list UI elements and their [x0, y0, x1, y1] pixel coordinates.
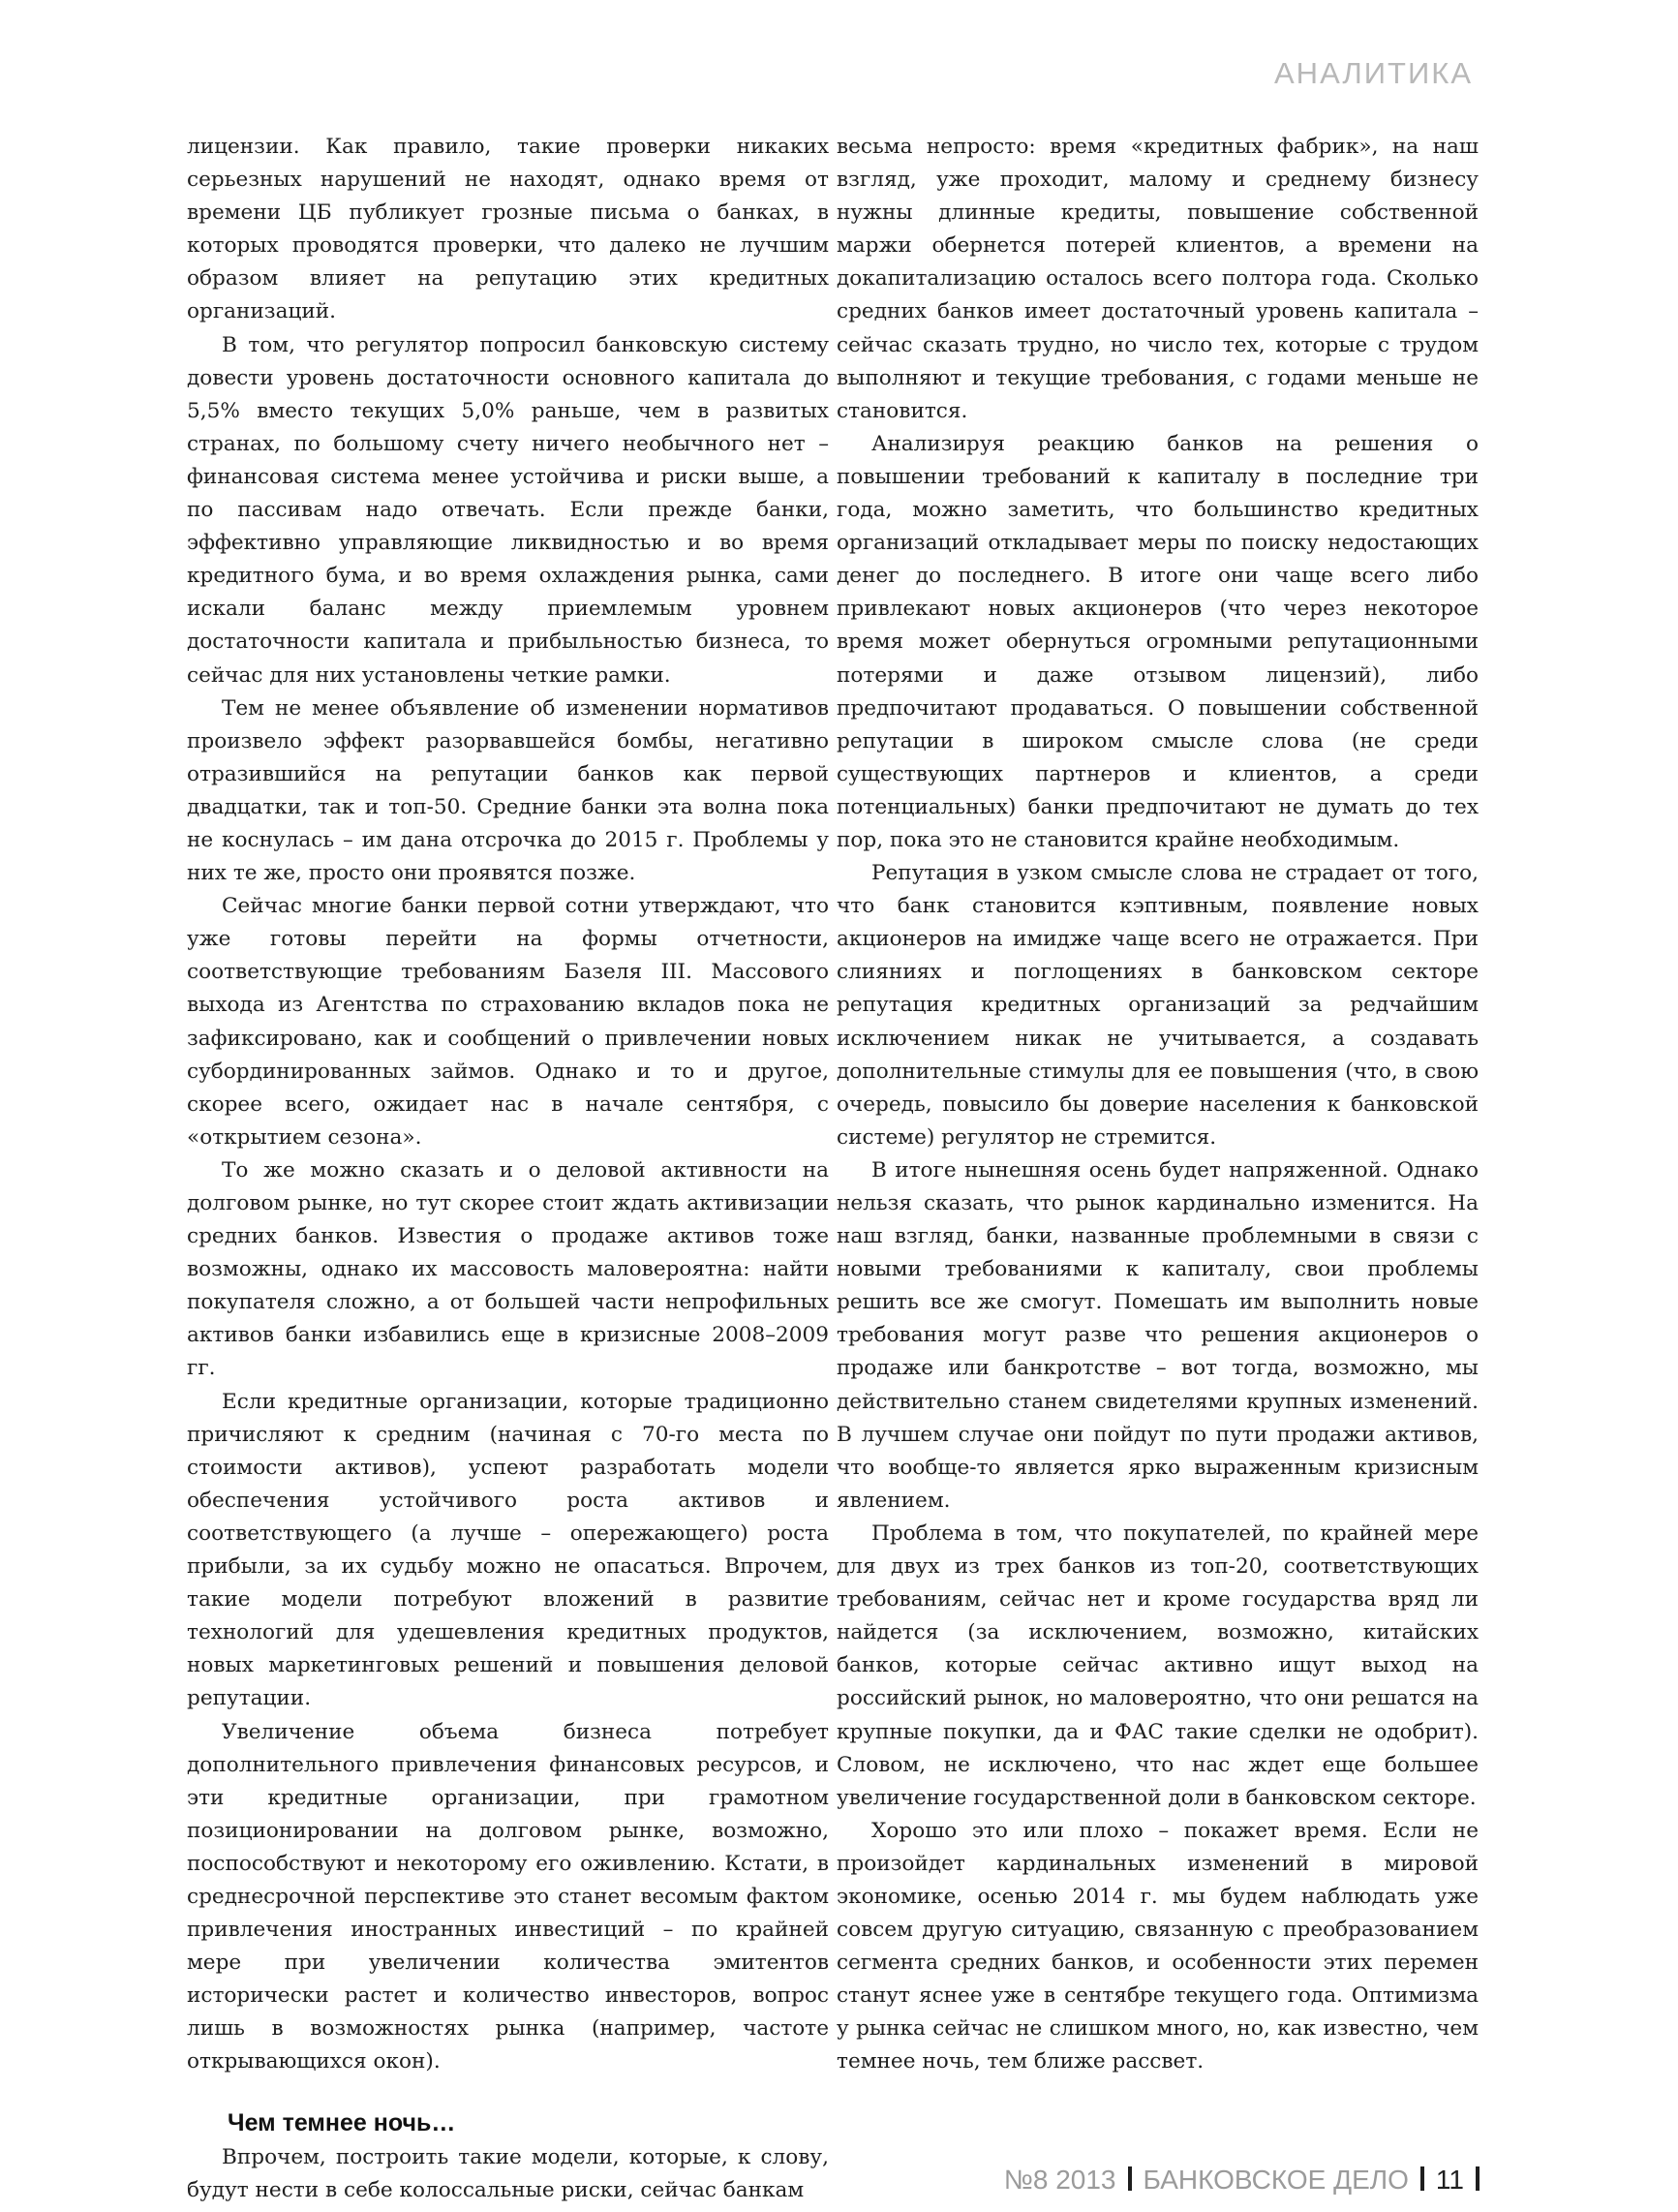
issue-number: №8 2013 — [1003, 2165, 1116, 2195]
separator — [1476, 2166, 1480, 2191]
page-footer — [1004, 2165, 1491, 2196]
separator — [1128, 2166, 1132, 2191]
paragraph: Репутация в узком смысле слова не страдает от того, что банк становится кэптивным, появление новых акционеров на имидже чаще всего не отражается. При слияниях и поглощениях в банковском секторе репутация кредитных организаций за редчайшим исключением никак не учитывается, а создавать дополнительные стимулы для ее повышения (что, в свою очередь, повысило бы доверие населения к банковской системе) регулятор не стремится. — [837, 861, 1479, 1150]
separator — [1420, 2166, 1424, 2191]
page-number: 11 — [1435, 2165, 1464, 2195]
section-subheading: Чем темнее ночь… — [228, 2108, 456, 2136]
paragraph: Тем не менее объявление об изменении нормативов произвело эффект разорвавшейся бомбы, негативно отразившийся на репутации банков как первой двадцатки, так и топ-50. Средние банки эта волна пока не коснулась – им дана отсрочка до 2015 г. Проблемы у них те же, просто они проявятся позже. — [187, 695, 829, 886]
magazine-title: БАНКОВСКОЕ ДЕЛО — [1143, 2165, 1409, 2195]
left-column — [187, 131, 829, 2207]
paragraph: весьма непросто: время «кредитных фабрик», на наш взгляд, уже проходит, малому и среднему бизнесу нужны длинные кредиты, повышение собственной маржи обернется потерей клиентов, а времени на докапитализацию осталось всего полтора года. Сколько средних банков имеет достаточный уровень капитала – сейчас сказать трудно, но число тех, которые с трудом выполняют и текущие требования, с годами меньше не становится. — [837, 135, 1479, 423]
paragraph: лицензии. Как правило, такие проверки никаких серьезных нарушений не находят, однако время от времени ЦБ публикует грозные письма о банках, в которых проводятся проверки, что далеко не лучшим образом влияет на репутацию этих кредитных организаций. — [187, 135, 829, 324]
paragraph: Увеличение объема бизнеса потребует дополнительного привлечения финансовых ресурсов, и эти кредитные организации, при грамотном позиционировании на долговом рынке, возможно, поспособствуют и некоторому его оживлению. Кстати, в среднесрочной перспективе это станет весомым фактом привлечения иностранных инвестиций – по крайней мере при увеличении количества эмитентов исторически растет и количество инвесторов, вопрос лишь в возможностях рынка (например, частоте открывающихся окон). — [187, 1719, 829, 2074]
paragraph: В том, что регулятор попросил банковскую систему довести уровень достаточности основного капитала до 5,5% вместо текущих 5,0% раньше, чем в развитых странах, по большому счету ничего необычного нет – финансовая система менее устойчива и риски выше, а по пассивам надо отвечать. Если прежде банки, эффективно управляющие ликвидностью и во время кредитного бума, и во время охлаждения рынка, сами искали баланс между приемлемым уровнем достаточности капитала и прибыльностью бизнеса, то сейчас для них установлены четкие рамки. — [187, 332, 829, 688]
paragraph: В итоге нынешняя осень будет напряженной. Однако нельзя сказать, что рынок кардинально изменится. На наш взгляд, банки, названные проблемными в связи с новыми требованиями к капиталу, свои проблемы решить все же смогут. Помешать им выполнить новые требования могут разве что решения акционеров о продаже или банкротстве – вот тогда, возможно, мы действительно станем свидетелями крупных изменений. В лучшем случае они пойдут по пути продажи активов, что вообще-то является ярко выраженным кризисным явлением. — [837, 1157, 1479, 1513]
paragraph: Анализируя реакцию банков на решения о повышении требований к капиталу в последние три года, можно заметить, что большинство кредитных организаций откладывает меры по поиску недостающих денег до последнего. В итоге они чаще всего либо привлекают новых акционеров (что через некоторое время может обернуться огромными репутационными потерями и даже отзывом лицензий), либо предпочитают продаваться. О повышении собственной репутации в широком смысле слова (не среди существующих партнеров и клиентов, а среди потенциальных) банки предпочитают не думать до тех пор, пока это не становится крайне необходимым. — [837, 431, 1479, 852]
paragraph: Если кредитные организации, которые традиционно причисляют к средним (начиная с 70-го места по стоимости активов), успеют разработать модели обеспечения устойчивого роста активов и соответствующего (а лучше – опережающего) роста прибыли, за их судьбу можно не опасаться. Впрочем, такие модели потребуют вложений в развитие технологий для удешевления кредитных продуктов, новых маркетинговых решений и повышения деловой репутации. — [187, 1389, 829, 1711]
paragraph: Сейчас многие банки первой сотни утверждают, что уже готовы перейти на формы отчетности, соответствующие требованиям Базеля III. Массового выхода из Агентства по страхованию вкладов пока не зафиксировано, как и сообщений о привлечении новых субординированных займов. Однако и то и другое, скорее всего, ожидает нас в начале сентября, с «открытием сезона». — [187, 894, 829, 1150]
paragraph: Проблема в том, что покупателей, по крайней мере для двух из трех банков из топ-20, соответствующих требованиям, сейчас нет и кроме государства вряд ли найдется (за исключением, возможно, китайских банков, которые сейчас активно ищут выход на российский рынок, но маловероятно, что они решатся на крупные покупки, да и ФАС такие сделки не одобрит). Словом, не исключено, что нас ждет еще большее увеличение государственной доли в банковском секторе. — [837, 1521, 1479, 1810]
right-column — [837, 131, 1479, 2079]
paragraph: Впрочем, построить такие модели, которые, к слову, будут нести в себе колоссальные риски, сейчас банкам — [187, 2144, 829, 2202]
section-label: АНАЛИТИКА — [1274, 56, 1473, 90]
paragraph: Хорошо это или плохо – покажет время. Если не произойдет кардинальных изменений в мировой экономике, осенью 2014 г. мы будем наблюдать уже совсем другую ситуацию, связанную с преобразованием сегмента средних банков, и особенности этих перемен станут яснее уже в сентябре текущего года. Оптимизма у рынка сейчас не слишком много, но, как известно, чем темнее ночь, тем ближе рассвет. — [837, 1818, 1479, 2074]
paragraph: То же можно сказать и о деловой активности на долговом рынке, но тут скорее стоит ждать активизации средних банков. Известия о продаже активов тоже возможны, однако их массовость маловероятна: найти покупателя сложно, а от большей части непрофильных активов банки избавились еще в кризисные 2008–2009 гг. — [187, 1157, 829, 1381]
